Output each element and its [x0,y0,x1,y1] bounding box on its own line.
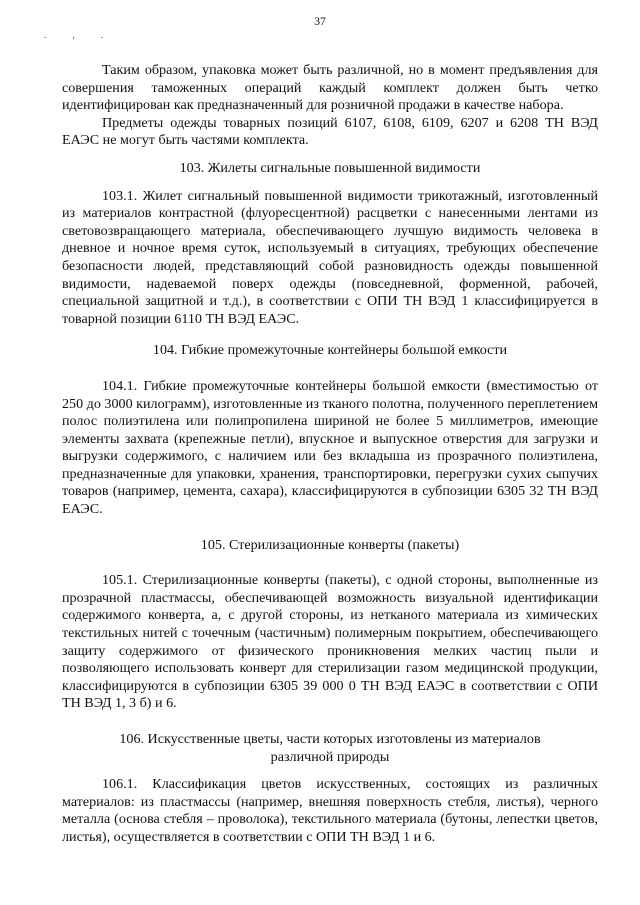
section-heading-104: 104. Гибкие промежуточные контейнеры большой емкости [152,342,508,359]
page-number: 37 [314,16,326,28]
section-text-106: 106.1. Классификация цветов искусственных, состоящих из различных материалов: из пластмассы (например, внешняя поверхность стебля, листья), черного металла (основа стебля – проволока), текстильного материала (бутоны, лепестки цветов, листья), осуществляется в соответствии с ОПИ ТН ВЭД 1 и 6. [62,776,598,845]
document-body [62,62,598,847]
section-text-104: 104.1. Гибкие промежуточные контейнеры большой емкости (вместимостью от 250 до 3000 килограмм), изготовленные из тканого полотна, полученного переплетением полос полиэтилена или полипропилена шириной не более 5 миллиметров, имеющие элементы захвата (крепежные петли), впускное и выпускное отверстия для загрузки и выгрузки содержимого, с наличием или без вкладыша из прозрачного полиэтилена, предназначенные для упаковки, хранения, транспортировки, перегрузки сухих сыпучих товаров (например, цемента, сахара), классифицируются в субпозиции 6305 32 ТН ВЭД ЕАЭС. [62,377,598,518]
paragraph-intro-2: Предметы одежды товарных позиций 6107, 6108, 6109, 6207 и 6208 ТН ВЭД ЕАЭС не могут быть частями комплекта. [62,114,598,149]
section-text-103: 103.1. Жилет сигнальный повышенной видимости трикотажный, изготовленный из материалов контрастной (флуоресцентной) расцветки с нанесенными лентами из световозвращающего материала, обеспечивающего лучшую видимость человека в дневное и ночное время суток, используемый в ситуациях, требующих обеспечение безопасности людей, представляющий собой разновидность одежды повышенной видимости, надеваемой поверх одежды (повседневной, форменной, рабочей, специальной защитной и т.д.), в соответствии с ОПИ ТН ВЭД 1 классифицируется в товарной позиции 6110 ТН ВЭД ЕАЭС. [62,187,598,327]
section-heading-106-line2: различной природы [270,748,390,765]
section-heading-106-line1: 106. Искусственные цветы, части которых изготовлены из материалов [119,731,541,747]
paragraph-intro-1: Таким образом, упаковка может быть различной, но в момент предъявления для совершения таможенных операций каждый комплект должен быть четко идентифицирован как предназначенный для розничной продажи в качестве набора. [62,62,598,114]
section-heading-103: 103. Жилеты сигнальные повышенной видимости [179,159,481,176]
section-heading-105: 105. Стерилизационные конверты (пакеты) [200,536,460,553]
scan-marks: . , . [44,30,116,40]
section-text-105: 105.1. Стерилизационные конверты (пакеты), с одной стороны, выполненные из прозрачной пластмассы, обеспечивающей возможность визуальной идентификации содержимого конверта, а, с другой стороны, из нетканого материала из химических текстильных нитей с точечным (частичным) полимерным покрытием, обеспечивающего защиту содержимого от физического проникновения мелких частиц пыли и позволяющего использовать конверт для стерилизации газом медицинской продукции, классифицируются в субпозиции 6305 39 000 0 ТН ВЭД ЕАЭС в соответствии с ОПИ ТН ВЭД 1, 3 б) и 6. [62,572,598,712]
